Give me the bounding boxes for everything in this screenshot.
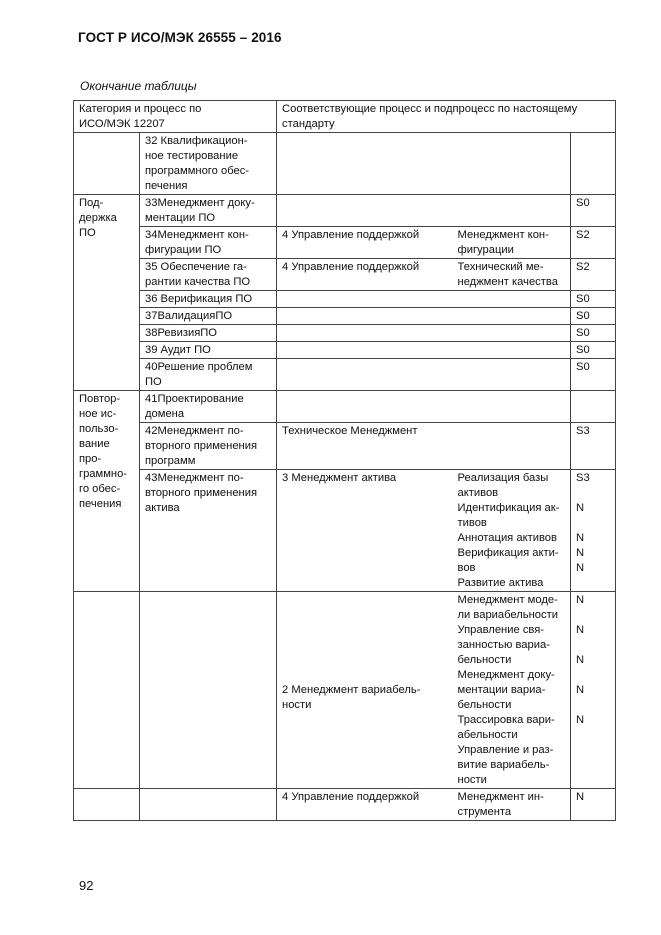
code-cell: S0 xyxy=(571,342,616,359)
mapped-process-cell: 4 Управление поддержкой xyxy=(277,259,453,291)
document-header: ГОСТ Р ИСО/МЭК 26555 – 2016 xyxy=(78,30,282,45)
code-cell: N N N N N xyxy=(571,592,616,789)
subprocess-cell xyxy=(453,308,571,325)
mapped-process-cell xyxy=(277,325,453,342)
subprocess-cell: Менеджмент моде- ли вариабельности Управление свя- занностью вариа- бельности Менеджмент доку- ментации вариа- бельности Трассировка вари- абельности Управление и раз- витие вариабель- ности xyxy=(453,592,571,789)
subprocess-cell: Менеджмент кон- фигурации xyxy=(453,227,571,259)
table-header-row xyxy=(74,101,616,133)
process-cell: 41Проектирование домена xyxy=(140,391,277,423)
subprocess-cell xyxy=(453,359,571,391)
mapped-process-cell: 4 Управление поддержкой xyxy=(277,789,453,821)
subprocess-cell xyxy=(453,342,571,359)
table-row xyxy=(74,133,616,195)
category-cell xyxy=(74,133,140,195)
mapped-process-cell xyxy=(277,391,571,423)
header-cell-standard: Соответствующие процесс и подпроцесс по настоящему стандарту xyxy=(277,101,616,133)
process-cell: 38РевизияПО xyxy=(140,325,277,342)
process-cell: 36 Верификация ПО xyxy=(140,291,277,308)
code-cell: S2 xyxy=(571,227,616,259)
table-row xyxy=(74,195,616,227)
subprocess-cell: Технический ме- неджмент качества xyxy=(453,259,571,291)
mapped-process-cell: 4 Управление поддержкой xyxy=(277,227,453,259)
table-row xyxy=(74,592,616,789)
code-cell: S0 xyxy=(571,308,616,325)
table-row xyxy=(74,325,616,342)
table-row xyxy=(74,291,616,308)
table-row xyxy=(74,227,616,259)
table-row xyxy=(74,308,616,325)
code-cell: S3 xyxy=(571,423,616,470)
table-row xyxy=(74,423,616,470)
header-cell-category: Категория и процесс по ИСО/МЭК 12207 xyxy=(74,101,277,133)
code-cell: S0 xyxy=(571,359,616,391)
mapped-process-cell: 3 Менеджмент актива xyxy=(277,470,453,592)
table-row xyxy=(74,470,616,592)
mapped-process-cell: Техническое Менеджмент xyxy=(277,423,571,470)
code-cell: S0 xyxy=(571,195,616,227)
process-cell xyxy=(140,789,277,821)
mapped-process-cell xyxy=(277,342,453,359)
process-cell: 43Менеджмент по- вторного применения актива xyxy=(140,470,277,592)
code-cell: S2 xyxy=(571,259,616,291)
subprocess-cell: Менеджмент ин- струмента xyxy=(453,789,571,821)
table-row xyxy=(74,359,616,391)
process-cell: 33Менеджмент доку- ментации ПО xyxy=(140,195,277,227)
code-cell: N xyxy=(571,789,616,821)
mapped-process-cell xyxy=(277,308,453,325)
mapped-process-cell xyxy=(277,359,453,391)
process-cell: 34Менеджмент кон- фигурации ПО xyxy=(140,227,277,259)
table-row xyxy=(74,789,616,821)
mapped-process-cell xyxy=(277,133,571,195)
process-cell: 35 Обеспечение га- рантии качества ПО xyxy=(140,259,277,291)
process-cell: 32 Квалификацион- ное тестирование программного обес- печения xyxy=(140,133,277,195)
subprocess-cell xyxy=(453,325,571,342)
subprocess-cell: Реализация базы активов Идентификация ак- тивов Аннотация активов Верификация акти- вов Развитие актива xyxy=(453,470,571,592)
code-cell: S3 N N N N xyxy=(571,470,616,592)
process-cell xyxy=(140,592,277,789)
table-row xyxy=(74,391,616,423)
process-cell: 39 Аудит ПО xyxy=(140,342,277,359)
mapped-process-cell xyxy=(277,195,453,227)
code-cell xyxy=(571,391,616,423)
process-cell: 42Менеджмент по- вторного применения программ xyxy=(140,423,277,470)
page-number: 92 xyxy=(79,878,94,893)
code-cell: S0 xyxy=(571,325,616,342)
table-row xyxy=(74,259,616,291)
table-caption: Окончание таблицы xyxy=(80,79,197,93)
code-cell: S0 xyxy=(571,291,616,308)
mapped-process-cell xyxy=(277,291,453,308)
category-cell: Повтор- ное ис- пользо- вание про- граммно- го обес- печения xyxy=(74,391,140,592)
subprocess-cell xyxy=(453,291,571,308)
mapped-process-cell: 2 Менеджмент вариабель- ности xyxy=(277,592,453,789)
table-row xyxy=(74,342,616,359)
category-cell xyxy=(74,592,140,789)
code-cell xyxy=(571,133,616,195)
process-cell: 40Решение проблем ПО xyxy=(140,359,277,391)
category-cell xyxy=(74,789,140,821)
process-cell: 37ВалидацияПО xyxy=(140,308,277,325)
process-mapping-table xyxy=(73,100,616,821)
subprocess-cell xyxy=(453,195,571,227)
category-cell: Под- держка ПО xyxy=(74,195,140,391)
